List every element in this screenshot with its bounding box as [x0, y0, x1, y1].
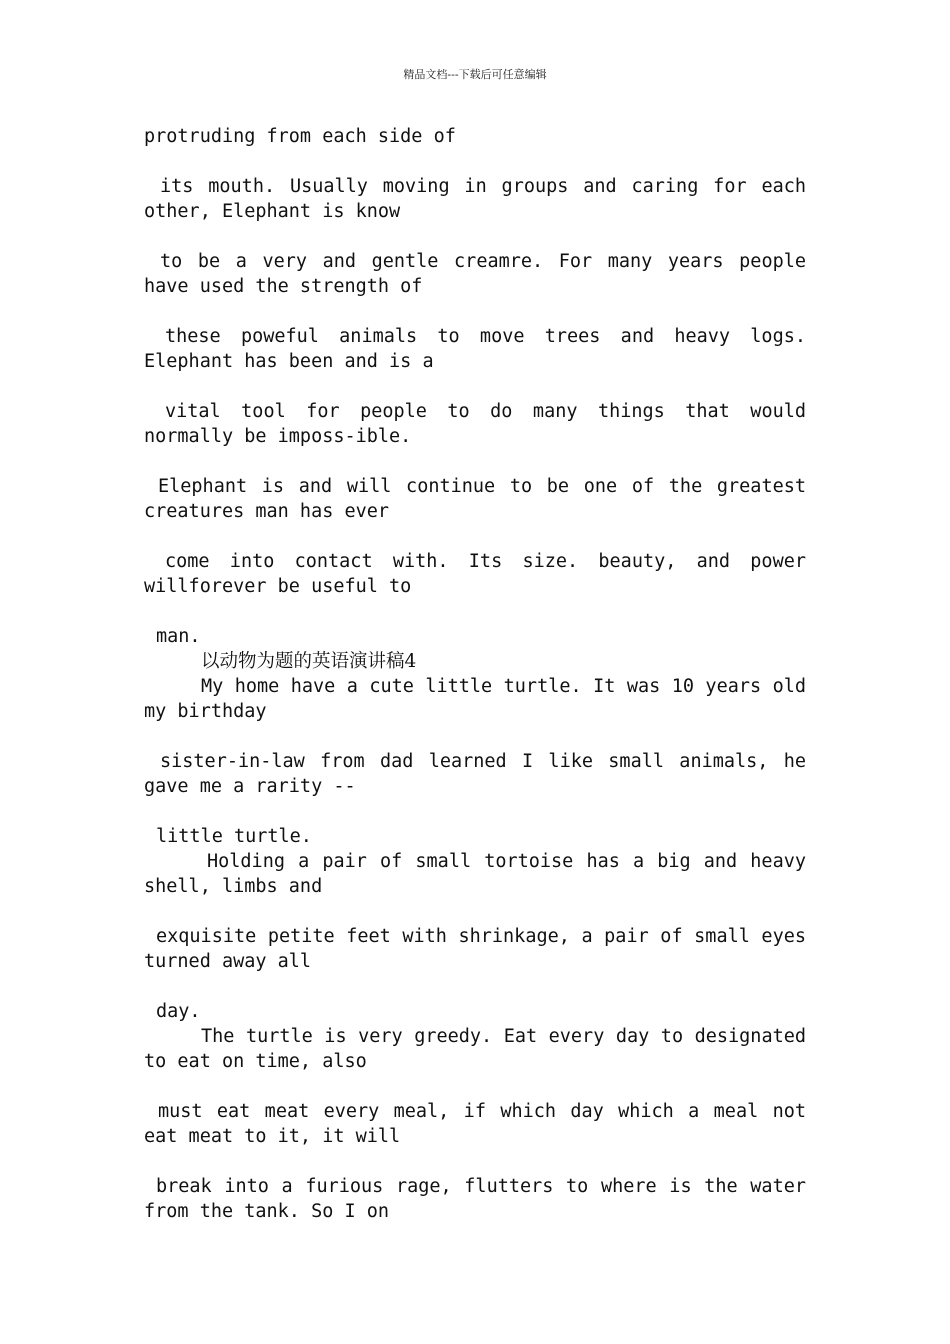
section-heading: 以动物为题的英语演讲稿4 — [201, 651, 417, 672]
paragraph: Holding a pair of small tortoise has a big and heavy shell, limbs and — [144, 851, 806, 897]
paragraph: come into contact with. Its size. beauty, and power willforever be useful to — [144, 551, 806, 597]
paragraph: My home have a cute little turtle. It was 10 years old my birthday — [144, 676, 806, 722]
paragraph: man. — [156, 626, 201, 647]
paragraph: Elephant is and will continue to be one of the greatest creatures man has ever — [144, 476, 806, 522]
paragraph: little turtle. — [156, 826, 312, 847]
paragraph: protruding from each side of — [144, 126, 456, 147]
paragraph: break into a furious rage, flutters to where is the water from the tank. So I on — [144, 1176, 806, 1222]
paragraph: its mouth. Usually moving in groups and caring for each other, Elephant is know — [144, 176, 806, 222]
paragraph: vital tool for people to do many things that would normally be imposs-ible. — [144, 401, 806, 447]
paragraph: to be a very and gentle creamre. For many years people have used the strength of — [144, 251, 806, 297]
paragraph: The turtle is very greedy. Eat every day to designated to eat on time, also — [144, 1026, 806, 1072]
paragraph: these poweful animals to move trees and heavy logs. Elephant has been and is a — [144, 326, 806, 372]
paragraph: sister-in-law from dad learned I like small animals, he gave me a rarity -- — [144, 751, 806, 797]
paragraph: exquisite petite feet with shrinkage, a pair of small eyes turned away all — [144, 926, 806, 972]
document-body — [144, 124, 806, 1224]
page-header: 精品文档---下载后可任意编辑 — [403, 68, 547, 81]
paragraph: day. — [156, 1001, 201, 1022]
paragraph: must eat meat every meal, if which day which a meal not eat meat to it, it will — [144, 1101, 806, 1147]
